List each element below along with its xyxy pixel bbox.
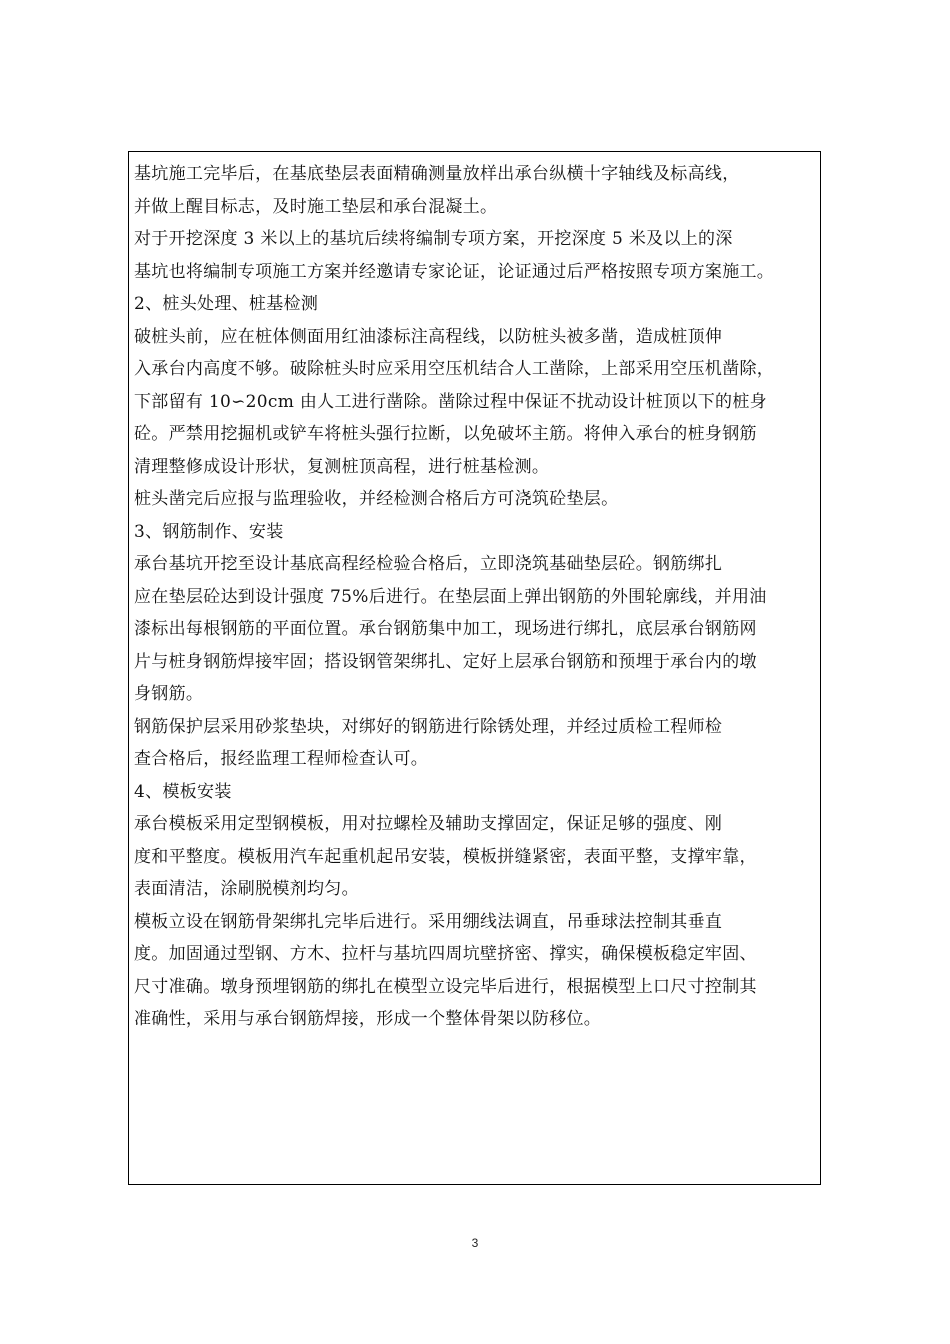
text-line: 并做上醒目标志，及时施工垫层和承台混凝土。 (134, 196, 498, 217)
text-line: 下部留有 10∽20cm 由人工进行凿除。凿除过程中保证不扰动设计桩顶以下的桩身 (134, 391, 767, 412)
text-line: 漆标出每根钢筋的平面位置。承台钢筋集中加工，现场进行绑扎，底层承台钢筋网 (134, 619, 757, 639)
document-body (128, 151, 821, 1185)
text-line: 桩头凿完后应报与监理验收，并经检测合格后方可浇筑砼垫层。 (134, 489, 619, 509)
text-line: 对于开挖深度 3 米以上的基坑后续将编制专项方案，开挖深度 5 米及以上的深 (134, 229, 733, 249)
text-line: 基坑也将编制专项施工方案并经邀请专家论证，论证通过后严格按照专项方案施工。 (134, 261, 775, 282)
text-line: 入承台内高度不够。破除桩头时应采用空压机结合人工凿除，上部采用空压机凿除， (134, 359, 775, 379)
text-line: 承台模板采用定型钢模板，用对拉螺栓及辅助支撑固定，保证足够的强度、刚 (134, 814, 723, 834)
text-line: 表面清洁，涂刷脱模剂均匀。 (134, 879, 359, 899)
text-line: 模板立设在钢筋骨架绑扎完毕后进行。采用绷线法调直，吊垂球法控制其垂直 (134, 911, 723, 932)
text-line: 准确性，采用与承台钢筋焊接，形成一个整体骨架以防移位。 (134, 1009, 602, 1029)
text-line: 片与桩身钢筋焊接牢固；搭设钢管架绑扎、定好上层承台钢筋和预埋于承台内的墩 (134, 651, 757, 672)
text-line: 基坑施工完毕后，在基底垫层表面精确测量放样出承台纵横十字轴线及标高线， (134, 164, 740, 184)
text-line: 身钢筋。 (134, 684, 204, 704)
section-heading: 4、模板安装 (134, 781, 232, 802)
section-heading: 2、桩头处理、桩基检测 (134, 294, 319, 314)
text-line: 破桩头前，应在桩体侧面用红油漆标注高程线，以防桩头被多凿，造成桩顶伸 (134, 326, 723, 347)
text-line: 清理整修成设计形状，复测桩顶高程，进行桩基检测。 (134, 456, 550, 477)
text-line: 应在垫层砼达到设计强度 75%后进行。在垫层面上弹出钢筋的外围轮廓线，并用油 (134, 586, 767, 607)
text-line: 承台基坑开挖至设计基底高程经检验合格后，立即浇筑基础垫层砼。钢筋绑扎 (134, 554, 723, 574)
text-line: 砼。严禁用挖掘机或铲车将桩头强行拉断，以免破坏主筋。将伸入承台的桩身钢筋 (134, 424, 757, 444)
text-line: 尺寸准确。墩身预埋钢筋的绑扎在模型立设完毕后进行，根据模型上口尺寸控制其 (134, 976, 757, 997)
text-line: 度和平整度。模板用汽车起重机起吊安装，模板拼缝紧密，表面平整，支撑牢靠， (134, 846, 757, 867)
text-line: 查合格后，报经监理工程师检查认可。 (134, 749, 429, 769)
section-heading: 3、钢筋制作、安装 (134, 521, 284, 542)
text-line: 钢筋保护层采用砂浆垫块，对绑好的钢筋进行除锈处理，并经过质检工程师检 (134, 716, 723, 737)
page-number: 3 (471, 1236, 479, 1250)
text-line: 度。加固通过型钢、方木、拉杆与基坑四周坑壁挤密、撑实，确保模板稳定牢固、 (134, 944, 757, 964)
